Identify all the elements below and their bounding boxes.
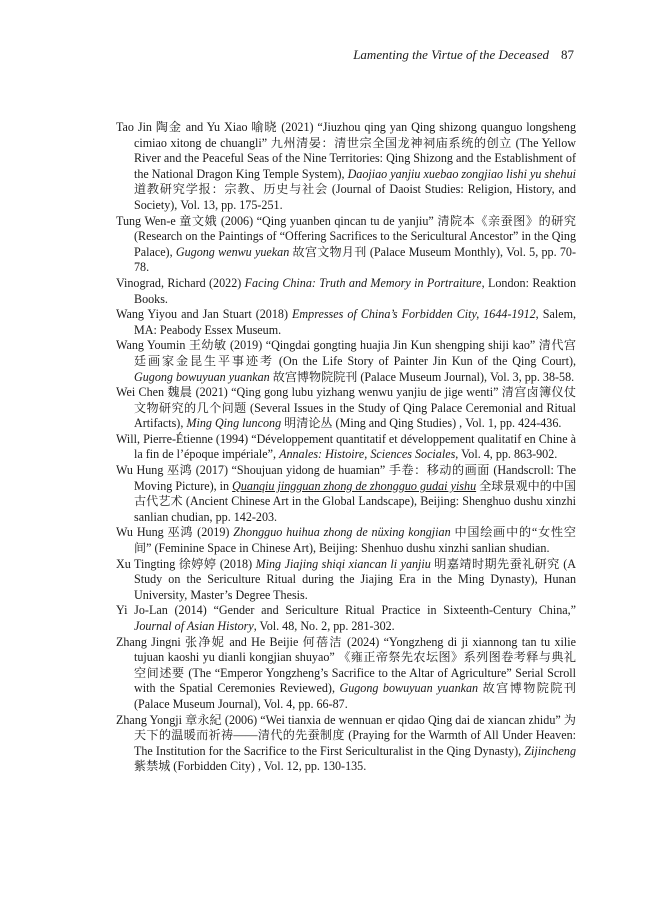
reference-entry — [116, 463, 576, 525]
reference-text: Wang Youmin 王幼敏 (2019) “Qingdai gongting huajia Jin Kun shengping shiji kao” 清代宫廷画家金昆生平事迹考 (On the Life Story of Painter Jin Kun of the Qing Court), — [116, 338, 576, 368]
reference-entry — [116, 525, 576, 556]
reference-entry — [116, 120, 576, 214]
reference-entry — [116, 338, 576, 385]
running-title: Lamenting the Virtue of the Deceased — [353, 47, 549, 62]
reference-text: Wei Chen 魏晨 (2021) “Qing gong lubu yizhang wenwu yanjiu de jige wenti” 清宫卤簿仪仗文物研究的几个问题 (Several Issues in the Study of Qing Palace Ceremonial and Ritual Artifacts), — [116, 385, 576, 431]
reference-entry — [116, 307, 576, 338]
reference-title-italic: Ming Jiajing shiqi xiancan li yanjiu — [255, 556, 431, 571]
reference-title-italic: Zhongguo huihua zhong de nüxing kongjian — [233, 525, 451, 540]
page-number: 87 — [561, 47, 574, 62]
reference-title-italic: Gugong bowuyuan yuankan — [134, 369, 270, 384]
reference-title-italic: Empresses of China’s Forbidden City, 1644-1912 — [292, 307, 536, 322]
reference-list — [116, 120, 576, 775]
reference-text: 紫禁城 (Forbidden City) , Vol. 12, pp. 130-135. — [134, 759, 367, 774]
reference-text: , Vol. 48, No. 2, pp. 281-302. — [253, 619, 395, 633]
reference-text: Zhang Jingni 张净妮 and He Beijie 何蓓洁 (2024) “Yongzheng di ji xiannong tan tu xilie tujuan kaoshi yu dianli kongjian shuyao” 《雍正帝祭先农坛图》系列图卷考释与典礼空间述要 (The “Emperor Yongzheng’s Sacrifice to the Altar of Agriculture” Serial Scroll with the Spatial Ceremonies Reviewed), — [116, 634, 576, 696]
reference-text: 道教研究学报：宗教、历史与社会 (Journal of Daoist Studies: Religion, History, and Society), Vol. 13, pp. 175-251. — [134, 182, 576, 212]
reference-entry — [116, 385, 576, 432]
reference-title-italic: Ming Qing luncong — [186, 416, 282, 431]
reference-text: Zhang Yongji 章永紀 (2006) “Wei tianxia de wennuan er qidao Qing dai de xiancan zhidu” 为天下的温暖而祈祷——清代的先蚕制度 (Praying for the Warmth of All Under Heaven: The Institution for the Sacrifice to the First Sericulturalist in the Qing Dynasty), — [116, 712, 576, 758]
reference-text: 故宫博物院院刊 (Palace Museum Journal), Vol. 3, pp. 38-58. — [269, 369, 575, 384]
reference-text: Vinograd, Richard (2022) — [116, 275, 245, 290]
reference-entry — [116, 432, 576, 463]
reference-text: Will, Pierre-Étienne (1994) “Développement quantitatif et développement qualitatif en Chine à la fin de l’époque impériale”, — [116, 431, 576, 462]
reference-text: Yi Jo-Lan (2014) “Gender and Sericulture Ritual Practice in Sixteenth-Century China,” — [116, 603, 576, 618]
reference-text: Wang Yiyou and Jan Stuart (2018) — [116, 307, 293, 322]
reference-text: 明清论丛 (Ming and Qing Studies) , Vol. 1, pp. 424-436. — [281, 416, 562, 431]
reference-text: , Salem, MA: Peabody Essex Museum. — [134, 307, 576, 337]
reference-text: 全球景观中的中国古代艺术 (Ancient Chinese Art in the Global Landscape), Beijing: Shenghuo dushu xinzhi sanlian chudian, pp. 142-203. — [134, 478, 577, 524]
running-head — [353, 47, 574, 63]
reference-title-italic: Gugong bowuyuan yuankan — [339, 681, 479, 696]
reference-title-italic: Zijincheng — [524, 743, 576, 758]
reference-text: Wu Hung 巫鸿 (2019) — [116, 525, 234, 540]
reference-text: 中国绘画中的“女性空间” (Feminine Space in Chinese Art), Beijing: Shenhuo dushu xinzhi sanlian shudian. — [134, 525, 576, 556]
reference-text: 故宫博物院院刊 (Palace Museum Journal), Vol. 4, pp. 66-87. — [134, 681, 577, 711]
reference-entry — [116, 276, 576, 307]
reference-text: 故宫文物月刊 (Palace Museum Monthly), Vol. 5, pp. 70-78. — [134, 244, 576, 275]
reference-title-italic: Facing China: Truth and Memory in Portraiture — [244, 275, 482, 290]
reference-entry — [116, 635, 576, 713]
reference-text: , London: Reaktion Books. — [134, 275, 577, 306]
reference-text: Wu Hung 巫鸿 (2017) “Shoujuan yidong de huamian” 手卷：移动的画面 (Handscroll: The Moving Picture), in — [116, 463, 576, 493]
reference-entry — [116, 214, 576, 276]
reference-title-italic: Daojiao yanjiu xuebao zongjiao lishi yu shehui — [347, 166, 576, 181]
reference-text: Tao Jin 陶金 and Yu Xiao 喻晓 (2021) “Jiuzhou qing yan Qing shizong quanguo longsheng cimiao xitong de chuangli” 九州清晏：清世宗全国龙神祠庙系统的创立 (The Yellow River and the Peaceful Seas of the Nine Territories: Qing Shizong and the Establishment of the National Dragon King Temple System), — [116, 120, 576, 181]
reference-title-italic-underlined: Quanqiu jingguan zhong de zhongguo gudai yishu — [232, 478, 477, 493]
reference-text: Xu Tingting 徐婷婷 (2018) — [116, 556, 256, 571]
reference-text: 明嘉靖时期先蚕礼研究 (A Study on the Sericulture Ritual during the Jiajing Era in the Ming Dynasty), Hunan University, Master’s Degree Thesis. — [134, 556, 576, 602]
reference-entry — [116, 713, 576, 775]
reference-entry — [116, 603, 576, 634]
reference-title-italic: Journal of Asian History — [134, 619, 254, 633]
reference-entry — [116, 557, 576, 604]
reference-title-italic: Gugong wenwu yuekan — [175, 244, 290, 259]
reference-title-italic: Annales: Histoire, Sciences Sociales — [279, 447, 456, 462]
reference-text: , Vol. 4, pp. 863-902. — [455, 447, 558, 462]
reference-text: Tung Wen-e 童文娥 (2006) “Qing yuanben qincan tu de yanjiu” 清院本《亲蚕图》的研究 (Research on the Paintings of “Offering Sacrifices to the Sericultural Ancestor” in the Qing Palace), — [116, 213, 576, 259]
